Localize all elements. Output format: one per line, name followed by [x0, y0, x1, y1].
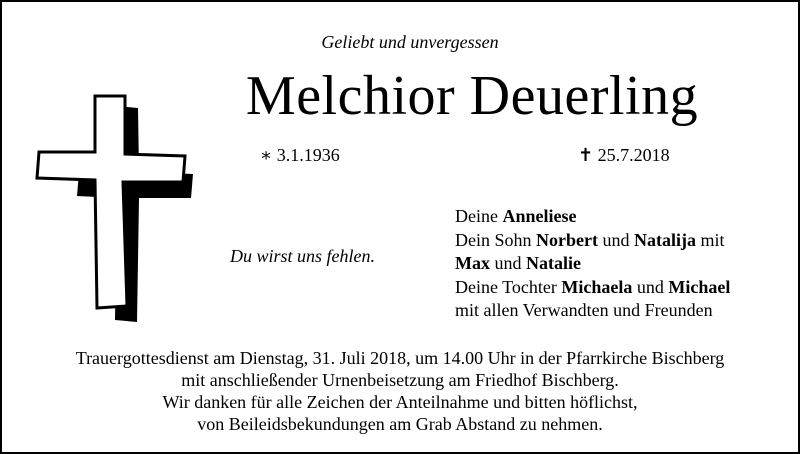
quote: Du wirst uns fehlen. — [230, 246, 376, 266]
cross-icon — [35, 94, 195, 324]
death-date — [578, 145, 670, 166]
family-line: mit allen Verwandten und Freunden — [455, 300, 713, 320]
family-list — [455, 205, 730, 323]
family-line: Max und Natalie — [455, 253, 581, 273]
birth-date — [260, 145, 340, 166]
death-date-value: 25.7.2018 — [597, 145, 670, 165]
birth-star-icon: ∗ — [260, 145, 273, 165]
family-line: Deine Anneliese — [455, 206, 577, 226]
family-line: Dein Sohn Norbert und Natalija mit — [455, 229, 725, 250]
death-cross-icon: ✝ — [578, 145, 594, 165]
tagline: Geliebt und unvergessen — [321, 32, 499, 52]
service-info — [2, 347, 798, 435]
service-line: mit anschließender Urnenbeisetzung am Friedhof Bischberg. — [181, 370, 619, 390]
service-line: von Beileidsbekundungen am Grab Abstand zu nehmen. — [197, 414, 603, 434]
deceased-name: Melchior Deuerling — [245, 65, 699, 127]
service-line: Trauergottesdienst am Dienstag, 31. Juli 2018, um 14.00 Uhr in der Pfarrkirche Bischberg — [75, 348, 725, 368]
family-line: Deine Tochter Michaela und Michael — [455, 276, 731, 297]
service-line: Wir danken für alle Zeichen der Anteilnahme und bitten höflichst, — [162, 392, 638, 412]
birth-date-value: 3.1.1936 — [276, 145, 340, 165]
